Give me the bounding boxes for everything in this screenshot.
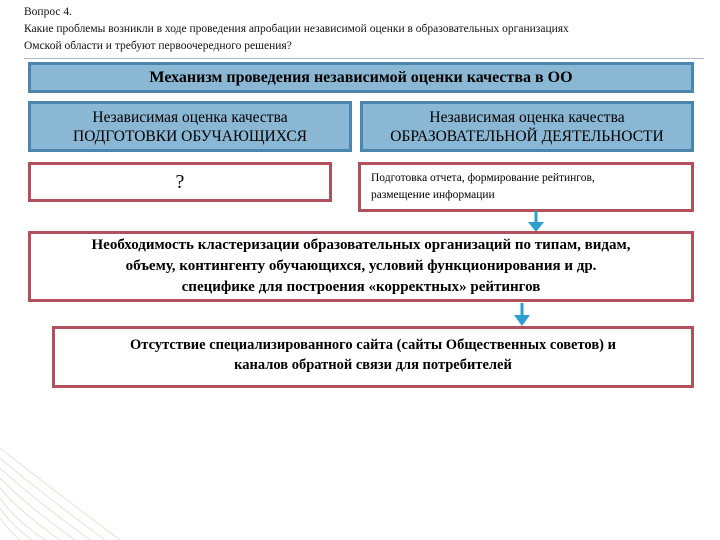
activity-assessment-line-1: Независимая оценка качества bbox=[429, 108, 625, 126]
missing-website-line-2: каналов обратной связи для потребителей bbox=[234, 357, 512, 373]
question-mark: ? bbox=[175, 170, 185, 193]
clustering-need-line-1: Необходимость кластеризации образовательных организаций по типам, видам, bbox=[91, 237, 631, 253]
mechanism-title: Механизм проведения независимой оценки качества в ОО bbox=[149, 68, 573, 86]
activity-assessment-line-2: ОБРАЗОВАТЕЛЬНОЙ ДЕЯТЕЛЬНОСТИ bbox=[390, 127, 664, 145]
question-text-line-2: Омской области и требуют первоочередного решения? bbox=[24, 40, 292, 52]
missing-website-box bbox=[52, 326, 694, 388]
report-rating-box bbox=[358, 162, 694, 212]
question-number: Вопрос 4. bbox=[24, 6, 72, 18]
training-assessment-line-1: Независимая оценка качества bbox=[92, 108, 288, 126]
training-assessment-line-2: ПОДГОТОВКИ ОБУЧАЮЩИХСЯ bbox=[73, 127, 307, 145]
report-rating-line-2: размещение информации bbox=[371, 189, 495, 201]
clustering-need-line-2: объему, контингенту обучающихся, условий функционирования и др. bbox=[125, 258, 597, 274]
activity-assessment-box bbox=[360, 101, 694, 152]
header-divider bbox=[24, 58, 704, 59]
missing-website-line-1: Отсутствие специализированного сайта (сайты Общественных советов) и bbox=[130, 337, 616, 353]
clustering-need-line-3: специфике для построения «корректных» рейтингов bbox=[181, 279, 541, 295]
report-rating-line-1: Подготовка отчета, формирование рейтингов, bbox=[371, 172, 595, 184]
training-assessment-box bbox=[28, 101, 352, 152]
arrow-down-icon bbox=[510, 302, 534, 328]
question-text-line-1: Какие проблемы возникли в ходе проведения апробации независимой оценки в образовательных организациях bbox=[24, 23, 569, 35]
unknown-step-box bbox=[28, 162, 332, 202]
mechanism-title-box bbox=[28, 62, 694, 93]
decorative-corner-lines bbox=[0, 440, 130, 540]
clustering-need-box bbox=[28, 231, 694, 302]
question-header bbox=[24, 4, 704, 55]
